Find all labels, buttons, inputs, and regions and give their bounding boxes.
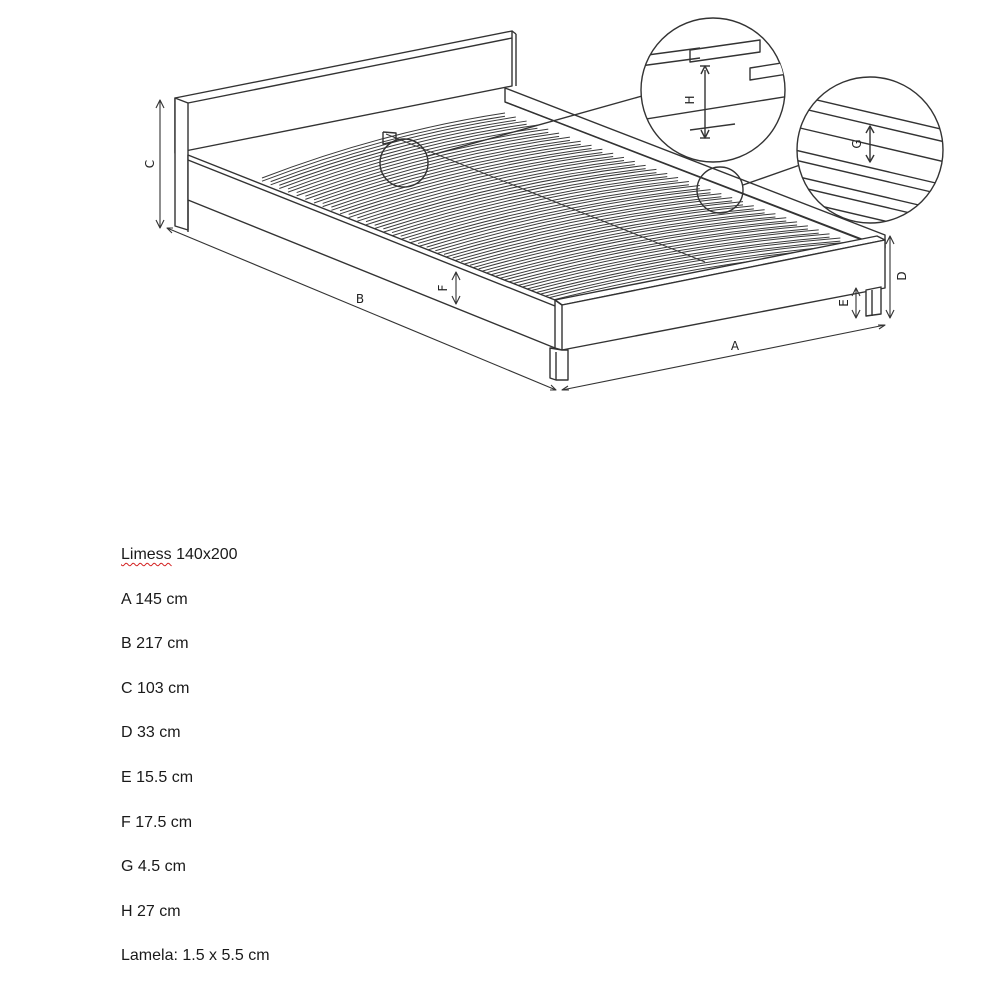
label-e: E [837,299,851,307]
spec-item-d: D 33 cm [121,724,181,742]
detail-view-h [640,18,800,162]
spec-item-f: F 17.5 cm [121,813,193,831]
label-f: F [436,284,450,292]
label-g: G [850,139,864,149]
specification-list [121,542,621,988]
label-b: B [355,292,365,306]
model-title [121,542,621,587]
spec-item-lamela: Lamela: 1.5 x 5.5 cm [121,947,270,965]
label-d: D [895,271,909,281]
label-c: C [143,159,157,169]
spec-item-b: B 217 cm [121,635,189,653]
label-a: A [730,339,740,353]
spec-item-c: C 103 cm [121,679,190,697]
model-name: Limess [121,546,172,563]
spec-item-e: E 15.5 cm [121,768,194,786]
model-size: 140x200 [171,546,238,563]
spec-item-a: A 145 cm [121,590,188,608]
label-h: H [683,95,697,105]
spec-item-g: G 4.5 cm [121,858,186,876]
spec-item-h: H 27 cm [121,902,181,920]
bed-dimension-diagram [0,0,1000,420]
